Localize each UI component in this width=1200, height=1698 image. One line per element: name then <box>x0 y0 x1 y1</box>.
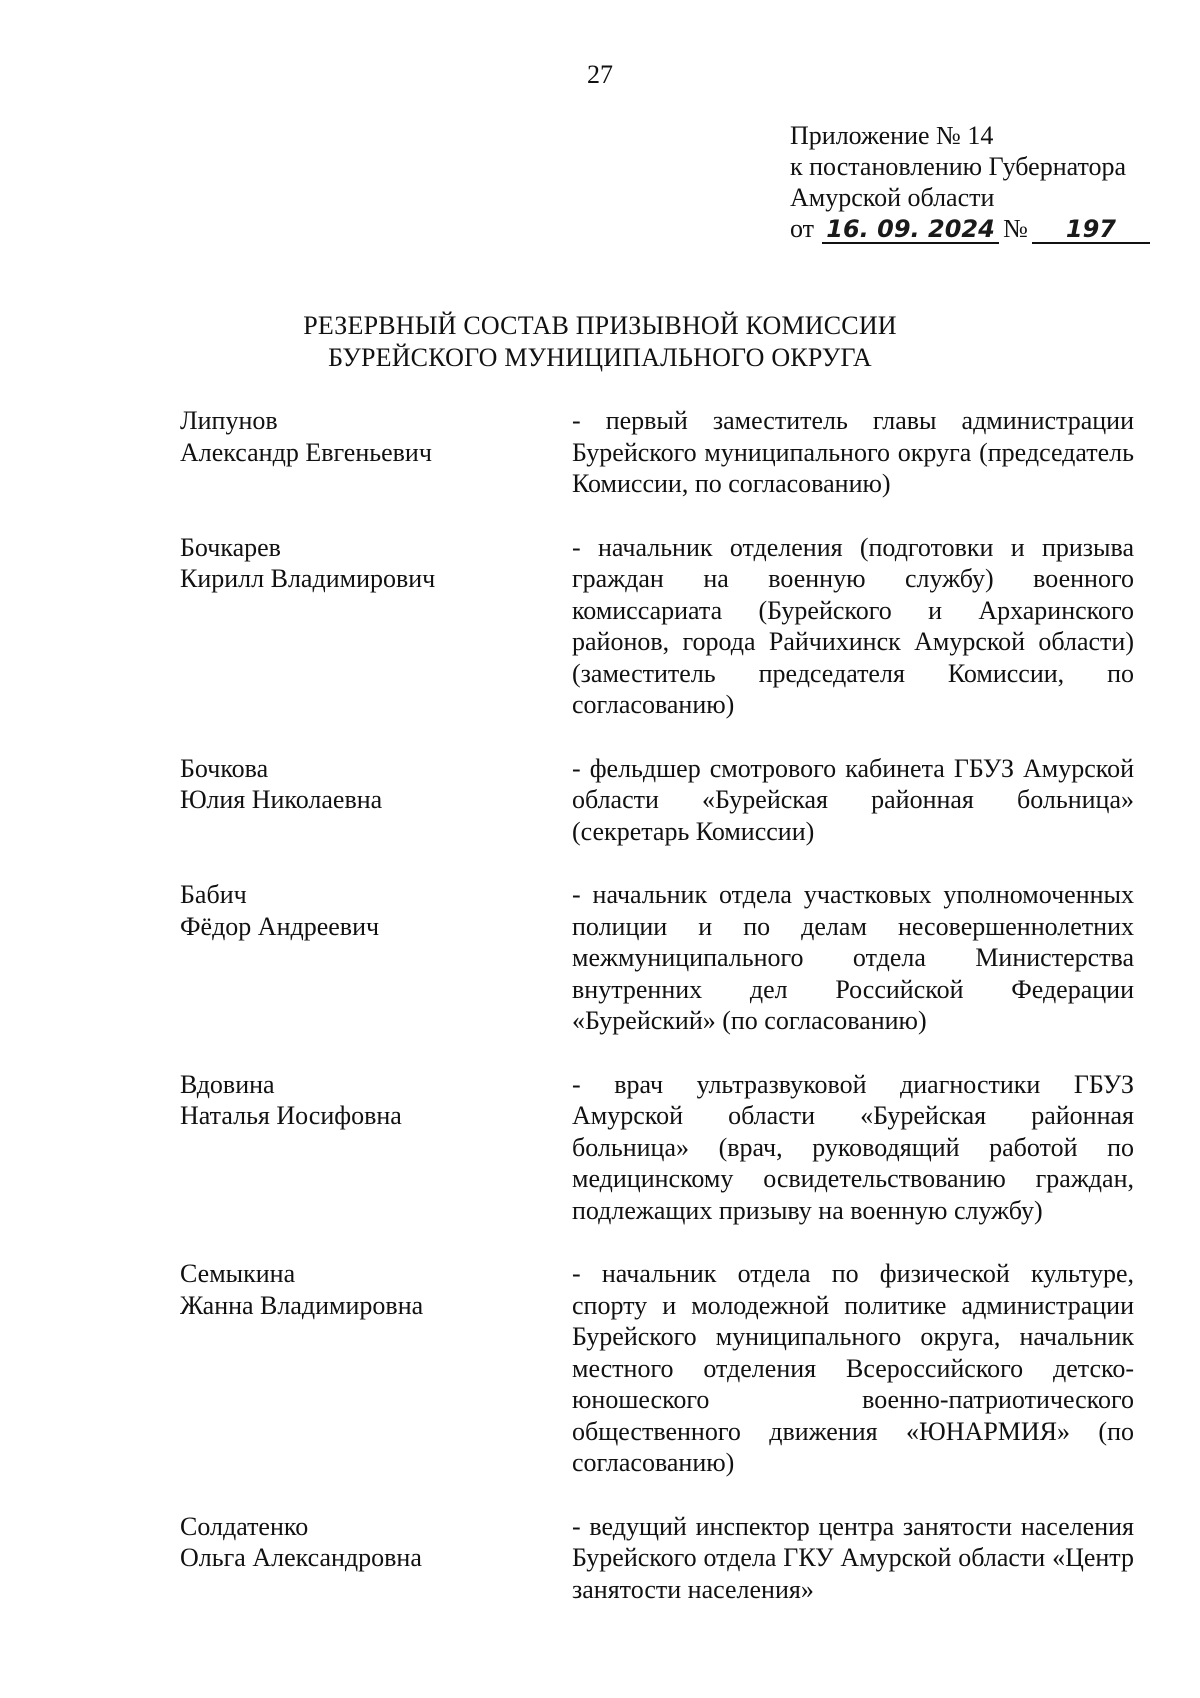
document-title <box>0 310 1200 374</box>
title-line-1: РЕЗЕРВНЫЙ СОСТАВ ПРИЗЫВНОЙ КОМИССИИ <box>303 311 897 340</box>
member-entry <box>180 532 1140 721</box>
member-role: - первый заместитель главы администрации Бурейского муниципального округа (председатель Комиссии, по согласованию) <box>572 406 1134 498</box>
member-entry <box>180 753 1140 848</box>
member-name <box>180 405 572 500</box>
member-role: - ведущий инспектор центра занятости населения Бурейского отдела ГКУ Амурской области «Центр занятости населения» <box>572 1511 1134 1604</box>
date-prefix: от <box>790 214 815 243</box>
appendix-reference: к постановлению Губернатора <box>790 152 1127 181</box>
member-surname: Вдовина <box>180 1069 275 1099</box>
member-name <box>180 1258 572 1479</box>
member-role: - фельдшер смотрового кабинета ГБУЗ Амурской области «Бурейская районная больница» (секретарь Комиссии) <box>572 753 1134 846</box>
member-name <box>180 879 572 1037</box>
member-given-names: Наталья Иосифовна <box>180 1101 402 1130</box>
member-surname: Липунов <box>180 406 278 435</box>
member-surname: Бочкарев <box>180 532 281 562</box>
member-role: - начальник отделения (подготовки и призыва граждан на военную службу) военного комиссариата (Бурейского и Архаринского районов, города Райчихинск Амурской области) (заместитель председателя Комиссии, по согласованию) <box>572 532 1134 719</box>
appendix-date-line <box>790 213 1150 244</box>
member-role: - врач ультразвуковой диагностики ГБУЗ Амурской области «Бурейская районная больница» (врач, руководящий работой по медицинскому освидетельствованию граждан, подлежащих призыву на военную службу) <box>572 1069 1134 1225</box>
member-entry <box>180 1511 1140 1606</box>
member-entry <box>180 879 1140 1037</box>
member-given-names: Юлия Николаевна <box>180 785 383 814</box>
appendix-label: Приложение № 14 <box>790 121 994 150</box>
member-entry <box>180 1258 1140 1479</box>
member-given-names: Жанна Владимировна <box>180 1290 424 1320</box>
number-sign: № <box>1003 214 1028 243</box>
member-role: - начальник отдела участковых уполномоченных полиции и по делам несовершеннолетних межмуниципального отдела Министерства внутренних дел Российской Федерации «Бурейский» (по согласованию) <box>572 880 1134 1035</box>
handwritten-date: 16. 09. 2024 <box>822 216 999 244</box>
member-given-names: Фёдор Андреевич <box>180 911 380 941</box>
member-name <box>180 1511 572 1606</box>
member-name <box>180 532 572 721</box>
member-surname: Семыкина <box>180 1259 296 1288</box>
member-given-names: Кирилл Владимирович <box>180 564 436 593</box>
member-surname: Бабич <box>180 880 247 909</box>
member-given-names: Ольга Александровна <box>180 1543 422 1572</box>
member-entry <box>180 1069 1140 1227</box>
member-given-names: Александр Евгеньевич <box>180 437 432 467</box>
member-surname: Бочкова <box>180 753 269 783</box>
appendix-header <box>790 120 1150 244</box>
member-role: - начальник отдела по физической культуре, спорту и молодежной политике администрации Бурейского муниципального округа, начальник местного отделения Всероссийского детско-юношеского военно-патриотического общественного движения «ЮНАРМИЯ» (по согласованию) <box>572 1259 1134 1477</box>
member-entry <box>180 405 1140 500</box>
member-name <box>180 753 572 848</box>
member-surname: Солдатенко <box>180 1511 309 1541</box>
member-name <box>180 1069 572 1227</box>
handwritten-number: 197 <box>1032 216 1150 244</box>
members-list <box>180 405 1140 1605</box>
title-line-2: БУРЕЙСКОГО МУНИЦИПАЛЬНОГО ОКРУГА <box>328 343 872 372</box>
page-number: 27 <box>587 60 613 89</box>
appendix-region: Амурской области <box>790 183 995 212</box>
